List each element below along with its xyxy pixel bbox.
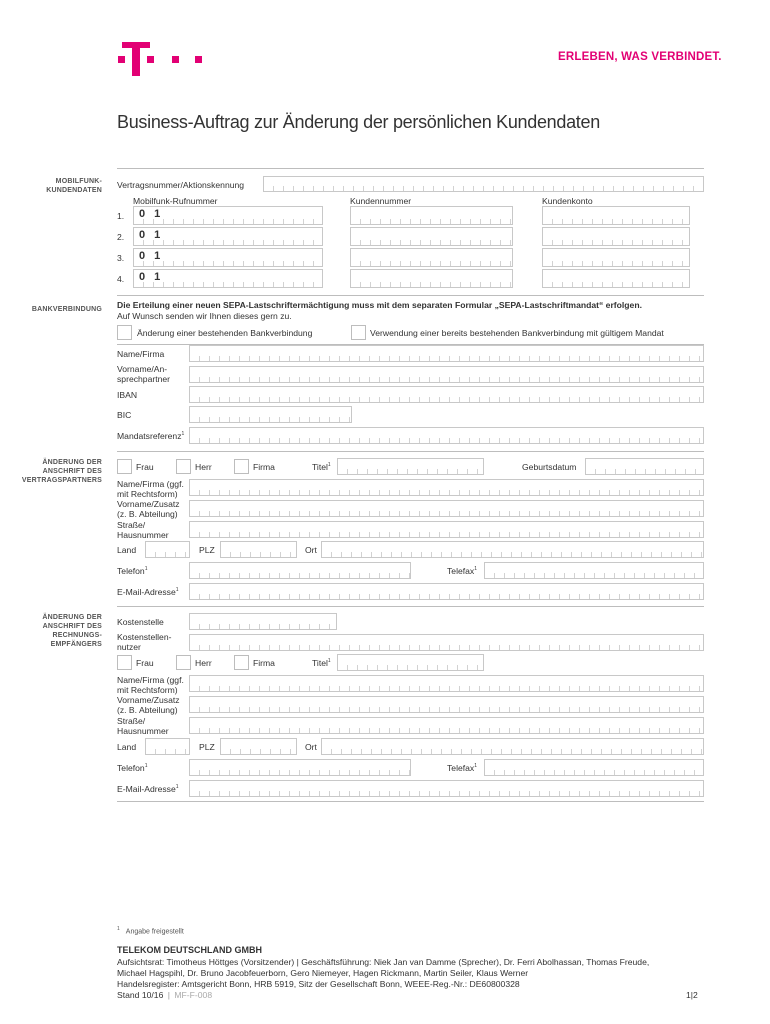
- checkbox-herr-label: Herr: [195, 462, 212, 472]
- vertragsnummer-label: Vertragsnummer/Aktionskennung: [117, 180, 245, 190]
- divider: [117, 801, 704, 802]
- re-land-field[interactable]: [145, 738, 190, 755]
- re-telefon-label: Telefon$^1$: [117, 763, 148, 773]
- re-telefon-field[interactable]: [189, 759, 411, 776]
- col-kundennummer-label: Kundennummer: [350, 196, 412, 206]
- re-plz-label: PLZ: [199, 742, 215, 752]
- vp-telefon-field[interactable]: [189, 562, 411, 579]
- footnote: $^1$ Angabe freigestellt: [117, 926, 184, 936]
- re-name-label: Name/Firma (ggf. mit Rechtsform): [117, 675, 184, 695]
- vp-plz-field[interactable]: [220, 541, 297, 558]
- checkbox-frau-label: Frau: [136, 462, 154, 472]
- re-strasse-label: Straße/ Hausnummer: [117, 716, 169, 736]
- section-label-vertragspartner: ÄNDERUNG DER ANSCHRIFT DES VERTRAGSPARTNERS: [21, 459, 102, 484]
- checkbox-herr[interactable]: [176, 655, 191, 670]
- section-label-mobilfunk: MOBILFUNK- KUNDENDATEN: [46, 178, 102, 194]
- re-email-field[interactable]: [189, 780, 704, 797]
- bank-vorname-field[interactable]: [189, 366, 704, 383]
- page-number: 1|2: [686, 990, 698, 1000]
- checkbox-herr[interactable]: [176, 459, 191, 474]
- vp-vorname-field[interactable]: [189, 500, 704, 517]
- vp-telefon-label: Telefon$^1$: [117, 566, 148, 576]
- re-email-label: E-Mail-Adresse$^1$: [117, 784, 179, 794]
- sepa-notice-sub: Auf Wunsch senden wir Ihnen dieses gern zu.: [117, 311, 292, 321]
- divider: [117, 606, 704, 607]
- row-number: 1.: [117, 211, 125, 221]
- vp-strasse-label: Straße/ Hausnummer: [117, 520, 169, 540]
- titel-field[interactable]: [337, 654, 484, 671]
- section-label-bank: BANKVERBINDUNG: [31, 306, 102, 313]
- telekom-logo: [118, 40, 208, 76]
- re-name-field[interactable]: [189, 675, 704, 692]
- vp-strasse-field[interactable]: [189, 521, 704, 538]
- vp-email-field[interactable]: [189, 583, 704, 600]
- checkbox-firma[interactable]: [234, 459, 249, 474]
- vp-plz-label: PLZ: [199, 545, 215, 555]
- row-number: 4.: [117, 274, 125, 284]
- kundennummer-field[interactable]: [350, 227, 513, 246]
- mandat-label: Mandatsreferenz$^1$: [117, 431, 185, 441]
- kundennummer-field[interactable]: [350, 206, 513, 225]
- kostenstelle-label: Kostenstelle: [117, 617, 164, 627]
- ksnutzer-label: Kostenstellen- nutzer: [117, 632, 172, 652]
- vp-telefax-label: Telefax$^1$: [447, 566, 478, 576]
- col-kundenkonto-label: Kundenkonto: [542, 196, 593, 206]
- vp-land-label: Land: [117, 545, 137, 555]
- checkbox-change-bank-label: Änderung einer bestehenden Bankverbindung: [137, 328, 313, 338]
- rufnummer-prefix: 0 1: [139, 208, 164, 220]
- titel-field[interactable]: [337, 458, 484, 475]
- row-number: 3.: [117, 253, 125, 263]
- re-strasse-field[interactable]: [189, 717, 704, 734]
- checkbox-existing-bank[interactable]: [351, 325, 366, 340]
- rufnummer-prefix: 0 1: [139, 229, 164, 241]
- re-ort-label: Ort: [305, 742, 317, 752]
- kundenkonto-field[interactable]: [542, 206, 690, 225]
- iban-field[interactable]: [189, 386, 704, 403]
- bic-field[interactable]: [189, 406, 352, 423]
- checkbox-existing-bank-label: Verwendung einer bereits bestehenden Bankverbindung mit gültigem Mandat: [370, 328, 664, 338]
- kundennummer-field[interactable]: [350, 269, 513, 288]
- checkbox-herr-label: Herr: [195, 658, 212, 668]
- checkbox-change-bank[interactable]: [117, 325, 132, 340]
- re-telefax-label: Telefax$^1$: [447, 763, 478, 773]
- iban-label: IBAN: [117, 390, 138, 400]
- re-vorname-label: Vorname/Zusatz (z. B. Abteilung): [117, 695, 180, 715]
- divider: [117, 451, 704, 452]
- re-land-label: Land: [117, 742, 137, 752]
- kundenkonto-field[interactable]: [542, 227, 690, 246]
- footer-legal: Aufsichtsrat: Timotheus Höttges (Vorsitzender) | Geschäftsführung: Niek Jan van Damme (Sprecher), Dr. Ferri Abolhassan, Thomas Freude, Michael Hagspihl, Dr. Bruno Jacobfeuerborn, Gero Niemeyer, Hagen Rickmann, Martin Seiler, Klaus Werner Handelsregister: Amtsgericht Bonn, HRB 5919, Sitz der Gesellschaft Bonn, WEEE-Reg.-Nr.: DE60800328 Stand 10/16 | MF-F-008: [117, 957, 650, 1000]
- vp-vorname-label: Vorname/Zusatz (z. B. Abteilung): [117, 499, 180, 519]
- vp-ort-field[interactable]: [321, 541, 704, 558]
- slogan: ERLEBEN, WAS VERBINDET.: [558, 51, 722, 63]
- re-ort-field[interactable]: [321, 738, 704, 755]
- titel-label: Titel$^1$: [312, 658, 331, 668]
- kundenkonto-field[interactable]: [542, 269, 690, 288]
- col-rufnummer-label: Mobilfunk-Rufnummer: [133, 196, 218, 206]
- bank-name-field[interactable]: [189, 345, 704, 362]
- rufnummer-prefix: 0 1: [139, 271, 164, 283]
- titel-label: Titel$^1$: [312, 462, 331, 472]
- kundennummer-field[interactable]: [350, 248, 513, 267]
- vp-land-field[interactable]: [145, 541, 190, 558]
- checkbox-frau[interactable]: [117, 459, 132, 474]
- row-number: 2.: [117, 232, 125, 242]
- geburtsdatum-label: Geburtsdatum: [522, 462, 577, 472]
- re-vorname-field[interactable]: [189, 696, 704, 713]
- section-label-rechnungsempfaenger: ÄNDERUNG DER ANSCHRIFT DES RECHNUNGS- EMPFÄNGERS: [42, 614, 102, 648]
- kostenstelle-field[interactable]: [189, 613, 337, 630]
- vp-telefax-field[interactable]: [484, 562, 704, 579]
- checkbox-firma[interactable]: [234, 655, 249, 670]
- company-name: TELEKOM DEUTSCHLAND GMBH: [117, 945, 262, 955]
- sepa-notice: Die Erteilung einer neuen SEPA-Lastschriftermächtigung muss mit dem separaten Formular „SEPA-Lastschriftmandat“ erfolgen.: [117, 300, 642, 310]
- vp-email-label: E-Mail-Adresse$^1$: [117, 587, 179, 597]
- checkbox-firma-label: Firma: [253, 658, 275, 668]
- kundenkonto-field[interactable]: [542, 248, 690, 267]
- vp-name-field[interactable]: [189, 479, 704, 496]
- checkbox-firma-label: Firma: [253, 462, 275, 472]
- checkbox-frau-label: Frau: [136, 658, 154, 668]
- vp-ort-label: Ort: [305, 545, 317, 555]
- vertragsnummer-field[interactable]: [263, 176, 704, 192]
- re-telefax-field[interactable]: [484, 759, 704, 776]
- checkbox-frau[interactable]: [117, 655, 132, 670]
- divider: [117, 295, 704, 296]
- page-title: Business-Auftrag zur Änderung der persönlichen Kundendaten: [117, 112, 600, 132]
- bank-name-label: Name/Firma: [117, 349, 165, 359]
- mandat-field[interactable]: [189, 427, 704, 444]
- bank-vorname-label: Vorname/An- sprechpartner: [117, 364, 171, 384]
- bic-label: BIC: [117, 410, 132, 420]
- vp-name-label: Name/Firma (ggf. mit Rechtsform): [117, 479, 184, 499]
- re-plz-field[interactable]: [220, 738, 297, 755]
- divider: [117, 168, 704, 169]
- rufnummer-prefix: 0 1: [139, 250, 164, 262]
- geburtsdatum-field[interactable]: [585, 458, 704, 475]
- ksnutzer-field[interactable]: [189, 634, 704, 651]
